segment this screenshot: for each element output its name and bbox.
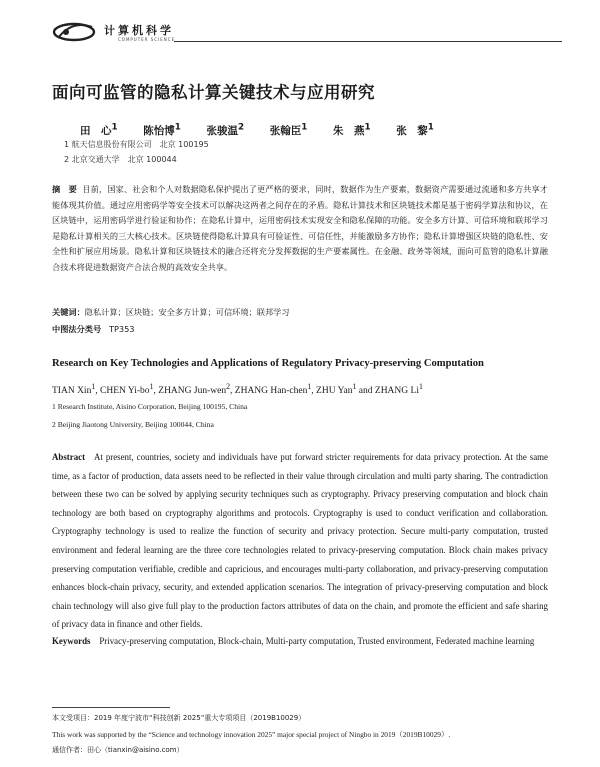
author-cn: 田 心$^1$ xyxy=(80,122,118,137)
author-en: TIAN Xin$^1$ xyxy=(52,382,96,397)
author-cn: 张 黎$^1$ xyxy=(396,122,434,137)
author-cn: 张翰臣$^1$ xyxy=(269,122,308,137)
abstract-text-en: At present, countries, society and individuals have put forward stricter requirements for data privacy protection. At the same time, as a factor of production, data assets need to be reflected in their value through circulation and multi party sharing. The contradiction between these two can be solved by applying security techniques such as cryptography. Privacy preserving computation and block chain technology are both based on cryptography algorithms and protocols. Cryptography is used to conduct verification and collaboration. Cryptography technology is used to realize the function of security and privacy protection. Secure multi-party computation, trusted environment and federal learning are the three core technologies related to privacy-preserving computation. Block chain makes privacy preserving computation verifiable, credible and capricious, and encourages multi-party collaboration, and privacy-preserving computation enhances block-chain privacy, security, and extended application scenarios. The integration of privacy-preserving computation and block chain technology will also give full play to the production factors attributes of data on the chain, and promote the efficient and safe sharing of privacy data in finance and other fields. xyxy=(52,452,548,630)
keywords-label-cn: 关键词： xyxy=(52,307,85,317)
author-en: ZHU Yan$^1$ xyxy=(316,382,357,397)
keywords-label-en: Keywords xyxy=(52,636,91,646)
keywords-text-cn: 隐私计算；区块链；安全多方计算；可信环境；联邦学习 xyxy=(84,307,290,317)
affiliation-cn: 2 北京交通大学 北京 100044 xyxy=(64,155,177,164)
journal-logo-icon xyxy=(52,18,100,44)
clc-label: 中图法分类号 xyxy=(52,324,102,334)
author-list-en: TIAN Xin$^1$, CHEN $Yi-bo^1$, ZHANG Jun-wen$^2$, ZHANG Han-chen$^1$, ZHU Yan$^1$ and ZHANG Li$^1$ xyxy=(52,382,423,397)
author-en: ZHANG Han-chen$^1$ xyxy=(234,382,312,397)
author-en: ZHANG Li$^1$ xyxy=(374,382,423,397)
paper-title-en: Research on Key Technologies and Applications of Regulatory Privacy-preserving Computation xyxy=(52,358,484,369)
abstract-label-cn: 摘 要 xyxy=(52,184,77,194)
author-cn: 张骏温$^2$ xyxy=(206,122,245,137)
keywords-en xyxy=(52,633,548,650)
clc-value: TP353 xyxy=(108,324,135,334)
funding-note-cn: 本文受项目：2019 年度宁波市“科技创新 2025”重大专项项目（2019B10029） xyxy=(52,714,306,722)
journal-header xyxy=(52,18,562,46)
author-list-cn xyxy=(80,122,456,138)
author-en: ZHANG Jun-wen$^2$ xyxy=(158,382,231,397)
paper-title-cn: 面向可监管的隐私计算关键技术与应用研究 xyxy=(52,83,375,102)
affiliation-cn: 1 航天信息股份有限公司 北京 100195 xyxy=(64,140,209,149)
author-en: CHEN $Yi-bo^1$ xyxy=(100,382,154,397)
funding-note-en: This work was supported by the “Science and technology innovation 2025” major special project of Ningbo in 2019（2019B10029）. xyxy=(52,730,451,739)
corresponding-author: 通信作者：田心（tianxin@aisino.com） xyxy=(52,746,184,754)
clc-number xyxy=(52,324,135,335)
footnote-divider xyxy=(52,707,170,708)
abstract-en xyxy=(52,448,548,634)
abstract-text-cn: 目前，国家、社会和个人对数据隐私保护提出了更严格的要求，同时，数据作为生产要素，数据资产需要通过流通和多方共享才能体现其价值。通过应用密码学等安全技术可以解决这两者之间存在的矛盾。隐私计算技术和区块链技术都是基于密码学算法和协议，在区块链中，运用密码学进行验证和协作；在隐私计算中，运用密码技术实现安全和隐私保障的功能。安全多方计算、可信环境和联邦学习是隐私计算相关的三大核心技术。区块链使得隐私计算具有可验证性、可信任性，并能激励多方协作；隐私计算增强区块链的隐私性、安全性和扩展应用场景。隐私计算和区块链技术的融合还将充分发挥数据的生产要素属性。在金融、政务等领域，面向可监管的隐私计算融合技术将促进数据资产合法合规的高效安全共享。 xyxy=(52,184,548,272)
keywords-text-en: Privacy-preserving computation, Block-chain, Multi-party computation, Trusted environment, Federated machine learning xyxy=(99,636,535,646)
author-cn: 朱 燕$^1$ xyxy=(333,122,371,137)
journal-subtitle: COMPUTER SCIENCE xyxy=(118,37,176,42)
abstract-cn xyxy=(52,182,548,275)
keywords-cn xyxy=(52,307,289,318)
author-cn: 陈怡博$^1$ xyxy=(143,122,181,137)
abstract-label-en: Abstract xyxy=(52,452,86,462)
journal-name: 计算机科学 xyxy=(104,24,174,37)
header-divider xyxy=(174,41,562,42)
affiliation-en: 1 Research Institute, Aisino Corporation, Beijing 100195, China xyxy=(52,402,248,411)
affiliation-en: 2 Beijing Jiaotong University, Beijing 100044, China xyxy=(52,420,214,429)
